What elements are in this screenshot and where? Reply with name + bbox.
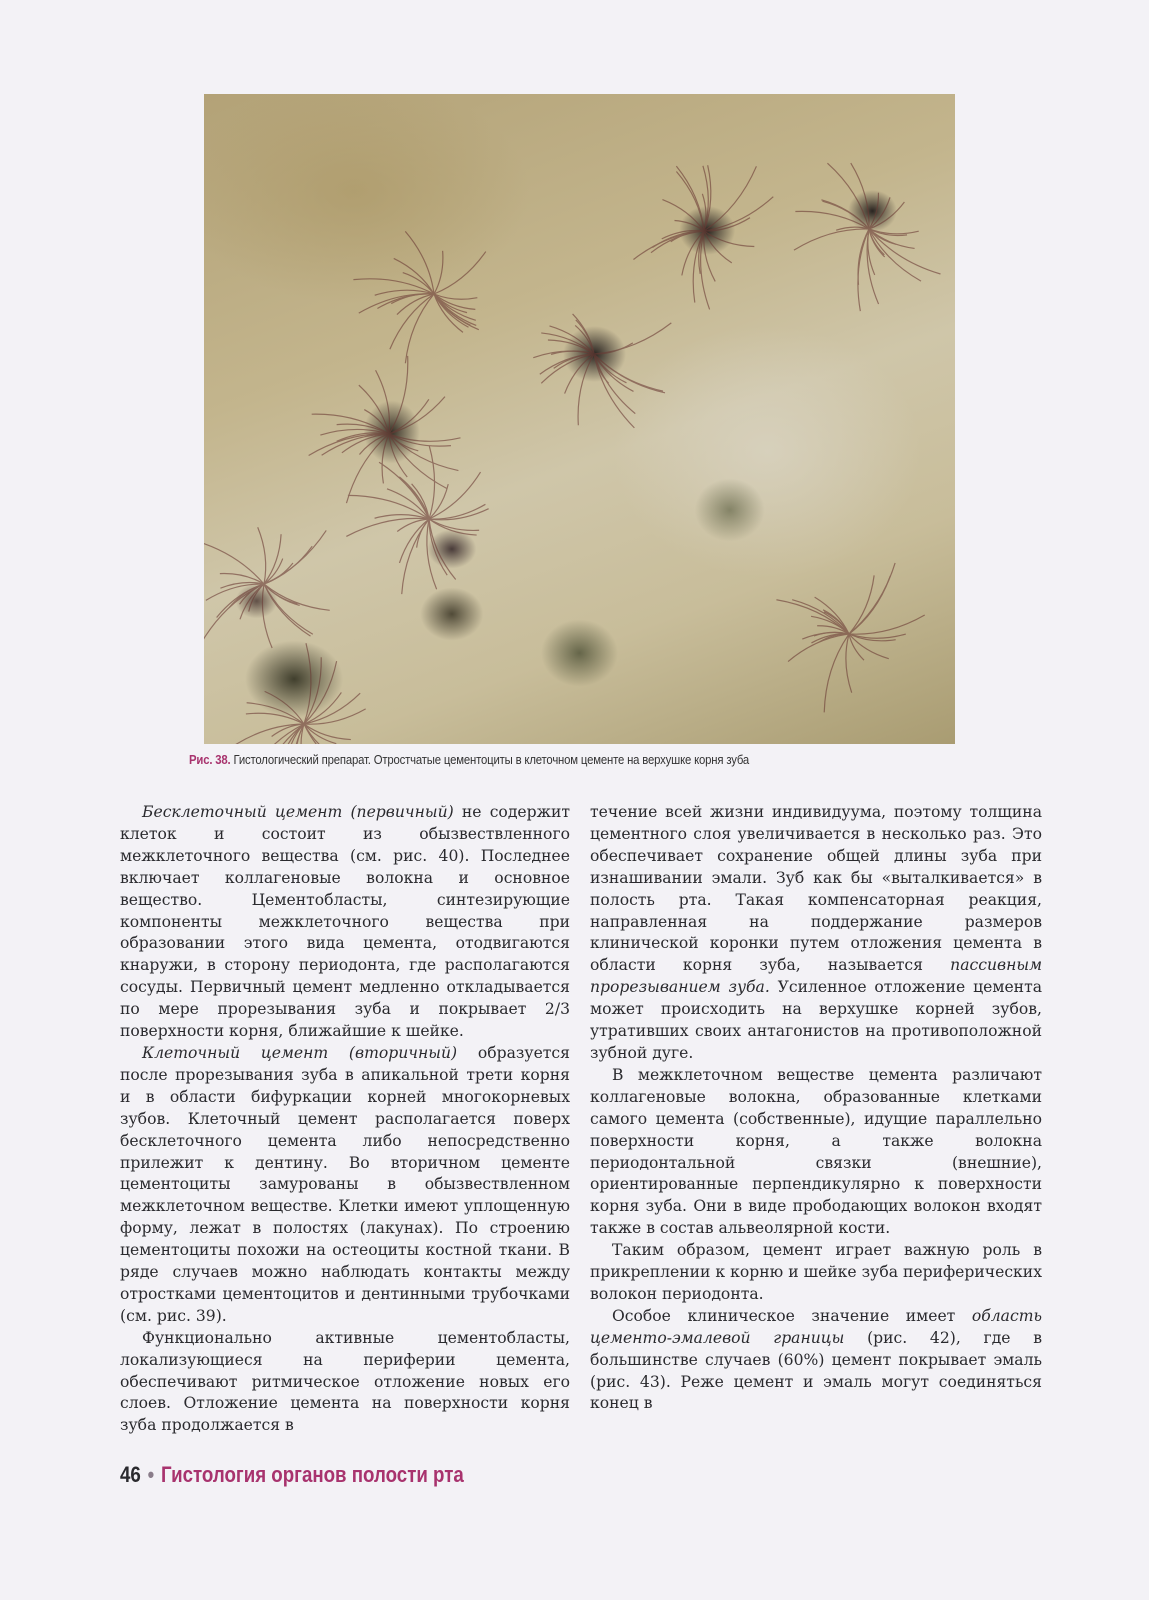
cell-process — [429, 504, 485, 519]
cell-process — [704, 231, 732, 263]
cell-process — [429, 446, 435, 519]
page-number: 46 — [120, 1462, 141, 1487]
cell-process — [652, 231, 704, 248]
paragraph-text: не содержит клеток и состоит из обызвествленного межклеточного вещества (см. рис. 40). Последнее включает коллагеновые волокна и основное вещество. Цементобласты, синтезирующие компоненты межклеточного вещества при образовании этого вида цемента, отодвигаются кнаружи, в сторону периодонта, где располагаются сосуды. Первичный цемент медленно откладывается по мере прорезывания зуба и покрывает 2/3 поверхности корня, ближайшие к шейке. — [120, 803, 570, 1041]
term-acellular-cement: Бесклеточный цемент (первичный) — [142, 803, 454, 821]
book-title: Гистология органов полости рта — [160, 1462, 464, 1487]
figure-caption — [189, 752, 749, 767]
cell-process — [429, 519, 479, 530]
cell-process — [402, 519, 429, 594]
cell-process — [794, 229, 869, 250]
cell-process — [389, 434, 460, 441]
cell-process — [258, 527, 266, 584]
cell-process — [846, 634, 852, 693]
cell-process — [394, 258, 434, 294]
cell-process — [399, 477, 429, 519]
cell-process — [594, 354, 634, 428]
text-column-left — [120, 802, 570, 1437]
cell-process — [389, 434, 451, 446]
cell-process — [704, 218, 750, 231]
cell-process — [408, 487, 429, 519]
paragraph-text: Усиленное отложение цемента может происходить на верхушке корней зубов, утративших своих антагонистов на противоположной зубной дуге. — [590, 978, 1042, 1062]
cell-process — [795, 211, 869, 229]
cell-process — [389, 356, 408, 434]
cell-process — [869, 193, 878, 229]
cell-process — [676, 171, 704, 231]
cell-process — [849, 563, 895, 634]
paragraph-text: Таким образом, цемент играет важную роль в прикреплении к корню и шейке зуба периферических волокон периодонта. — [590, 1241, 1042, 1303]
paragraph — [120, 1328, 570, 1438]
paragraph-text: В межклеточном веществе цемента различают коллагеновые волокна, образованные клетками самого цемента (собственные), идущие параллельно поверхности корня, а также волокна периодонтальной связки (внешние), ориентированные перпендикулярно к поверхности корня зуба. Они в виде прободающих волокон входят также в состав альвеолярной кости. — [590, 1065, 1042, 1238]
page-footer — [120, 1462, 464, 1488]
cell-process — [434, 251, 443, 294]
cell-process — [204, 540, 264, 584]
term-cellular-cement: Клеточный цемент (вторичный) — [142, 1043, 458, 1062]
paragraph-text: течение всей жизни индивидуума, поэтому толщина цементного слоя увеличивается в несколько раз. Это обеспечивает сохранение общей длины зуба при изнашивании эмали. Зуб как бы «выталкивается» в полость рта. Такая компенсаторная реакция, направленная на поддержание размеров клинической коронки путем отложения цемента в области корня зуба, называется — [590, 803, 1042, 975]
cell-process — [849, 575, 874, 634]
paragraph-text: Функционально активные цементобласты, локализующиеся на периферии цемента, обеспечивают ритмическое отложение новых его слоев. Отложение цемента на поверхности корня зуба продолжается в — [120, 1328, 570, 1435]
cell-process — [651, 231, 704, 253]
paragraph-text: Особое клиническое значение имеет — [612, 1306, 972, 1325]
cell-process — [594, 343, 633, 354]
cell-process — [594, 323, 671, 354]
cell-process — [264, 584, 330, 610]
term-cementoenamel-junction: область цементо-эмалевой границы — [590, 1306, 1042, 1347]
cell-process — [389, 397, 445, 434]
figure-micrograph — [204, 94, 955, 744]
cell-process — [704, 231, 716, 281]
figure-caption-text: Гистологический препарат. Отростчатые цементоциты в клеточном цементе на верхушке корня зуба — [233, 752, 750, 767]
cell-process — [382, 434, 389, 483]
paragraph — [590, 1306, 1042, 1416]
cell-process — [429, 472, 481, 519]
paragraph — [590, 1065, 1042, 1240]
cell-process — [262, 584, 272, 648]
figure-label: Рис. 38. — [189, 752, 231, 767]
cell-process — [704, 197, 773, 231]
cell-process — [701, 231, 710, 309]
paragraph-text: (рис. 42), где в большинстве случаев (60%) цемент покрывает эмаль (рис. 43). Реже цемент и эмаль могут соединяться конец в — [590, 1328, 1043, 1413]
bullet-separator: • — [147, 1462, 155, 1487]
cell-process — [429, 519, 477, 535]
paragraph — [120, 802, 570, 1043]
cell-process — [704, 166, 756, 231]
cell-process — [824, 634, 849, 712]
term-passive-eruption: пассивным прорезыванием зуба. — [590, 956, 1042, 997]
paragraph-text: образуется после прорезывания зуба в апикальной трети корня и в области бифуркации корней многокорневых зубов. Клеточный цемент располагается поверх бесклеточного цемента либо непосредственно прилежит к дентину. Во вторичном цементе цементоциты замурованы в обызвествленном межклеточном веществе. Клетки имеют уплощенную форму, лежат в полостях (лакунах). По строению цементоциты похожи на остеоциты костной ткани. В ряде случаев можно наблюдать контакты между отростками цементоцитов и дентинными трубочками (см. рис. 39). — [120, 1043, 570, 1325]
cell-process — [792, 600, 849, 634]
cell-process — [578, 354, 594, 425]
cell-process — [788, 634, 849, 662]
cell-process — [427, 519, 437, 589]
cell-process — [869, 229, 919, 234]
text-column-right — [590, 802, 1042, 1415]
paragraph — [120, 1043, 570, 1328]
micrograph-image — [204, 94, 955, 744]
paragraph — [590, 802, 1042, 1065]
paragraph — [590, 1240, 1042, 1306]
